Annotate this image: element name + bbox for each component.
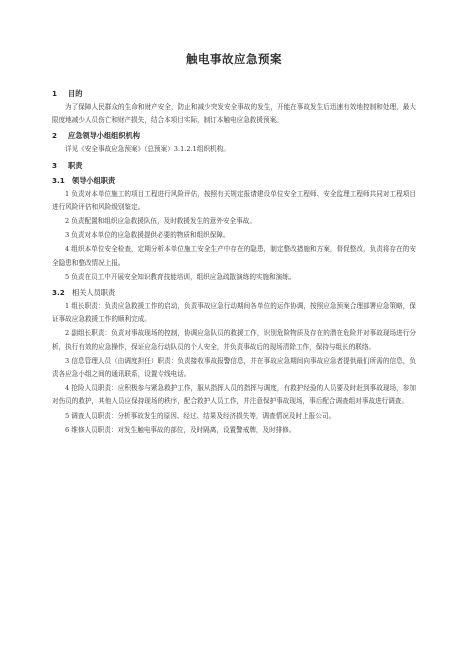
section-title: 目的 [68, 89, 83, 98]
subsection-number: 3.1 [52, 175, 65, 185]
section-number: 3 [52, 160, 58, 170]
subsection-title: 领导小组职责 [72, 175, 116, 185]
list-item: 5 调查人员职责：分析事故发生的原因、经过、结果及经济损失等，调查情况及时上报公司。 [65, 411, 336, 420]
section-heading-1 [52, 88, 416, 100]
list-item: 2 副组长职责：负责对事故现场的控制，协调应急队员的救援工作，识别危险物质及存在的潜在危险并对事故现场进行分析，执行有效的应急操作，保证应急行动队员的个人安全，并负责事故后的现场清除工作，保持与组长的联络。 [52, 329, 416, 351]
document-title: 触电事故应急预案 [186, 52, 282, 66]
subsection-title: 相关人员职责 [72, 288, 116, 298]
list-item: 3 负责对本单位的应急救援提供必要的物质和组织保障。 [65, 231, 230, 240]
document-page [52, 52, 416, 438]
list-item: 1 组长职责：负责应急救援工作的启动，负责事故应急行动期间各单位的运作协调，按照应急预案合理部署应急策略，保证事故应急救援工作的顺利完成。 [52, 302, 416, 324]
subsection-heading-3-1 [52, 175, 416, 187]
list-item: 2 负责配置和组织应急救援队伍，及时救援发生的意外安全事故。 [65, 217, 256, 226]
section-paragraph: 为了保障人民群众的生命和财产安全，防止和减少突发安全事故的发生，开能在事故发生后迅速有效地控制和处理，最大限度地减少人员伤亡和财产损失，结合本项目实际，制订本触电应急救援预案。 [52, 103, 416, 125]
section-title: 职责 [68, 160, 83, 170]
section-number: 2 [52, 131, 58, 141]
section-heading-2 [52, 130, 416, 142]
subsection-number: 3.2 [52, 288, 65, 298]
list-item: 3 信息管理人员（由调度担任）职责：负责接收事故报警信息，并在事故应急期间向事故应急者提供最们所需的信息，负责各应急小组之间的通讯联系，设置专线电话。 [52, 356, 416, 379]
section-heading-3 [52, 160, 416, 172]
list-item: 5 负责在员工中开展安全知识教育技能培训，组织应急疏散演练的实施和演练。 [65, 272, 296, 281]
section-title: 应急领导小组组织机构 [68, 131, 140, 141]
section-number: 1 [52, 89, 58, 98]
subsection-heading-3-2 [52, 287, 416, 299]
section-paragraph: 详见《安全事故应急预案》（总预案）3.1.2.1组织机构。 [65, 145, 230, 154]
list-item: 4 组织本单位安全检查，定期分析本单位施工安全生产中存在的隐患，制定整改措施和方案，督促整改，负责将存在的安全隐患和整改情况上报。 [52, 245, 416, 267]
list-item: 6 维修人员职责：对发生触电事故的部位，及时隔离，设置警戒牌，及时排修。 [65, 425, 296, 434]
list-item: 1 负责对本单位施工的项目工程进行风险评估，按照有关规定报请建设单位安全工程师、安全监理工程师共同对工程项目进行风险评估和风险级别鉴定。 [52, 189, 416, 211]
list-item: 4 抢险人员职责：应积极参与紧急救护工作，服从指挥人员的指挥与调度，有救护经验的人员要及时赶到事故现场，参加对伤员的救护，其他人员应保持现场的秩序，配合救护人员工作，并注意保护事故现场，事后配合调查组对事故进行调查。 [52, 384, 416, 406]
